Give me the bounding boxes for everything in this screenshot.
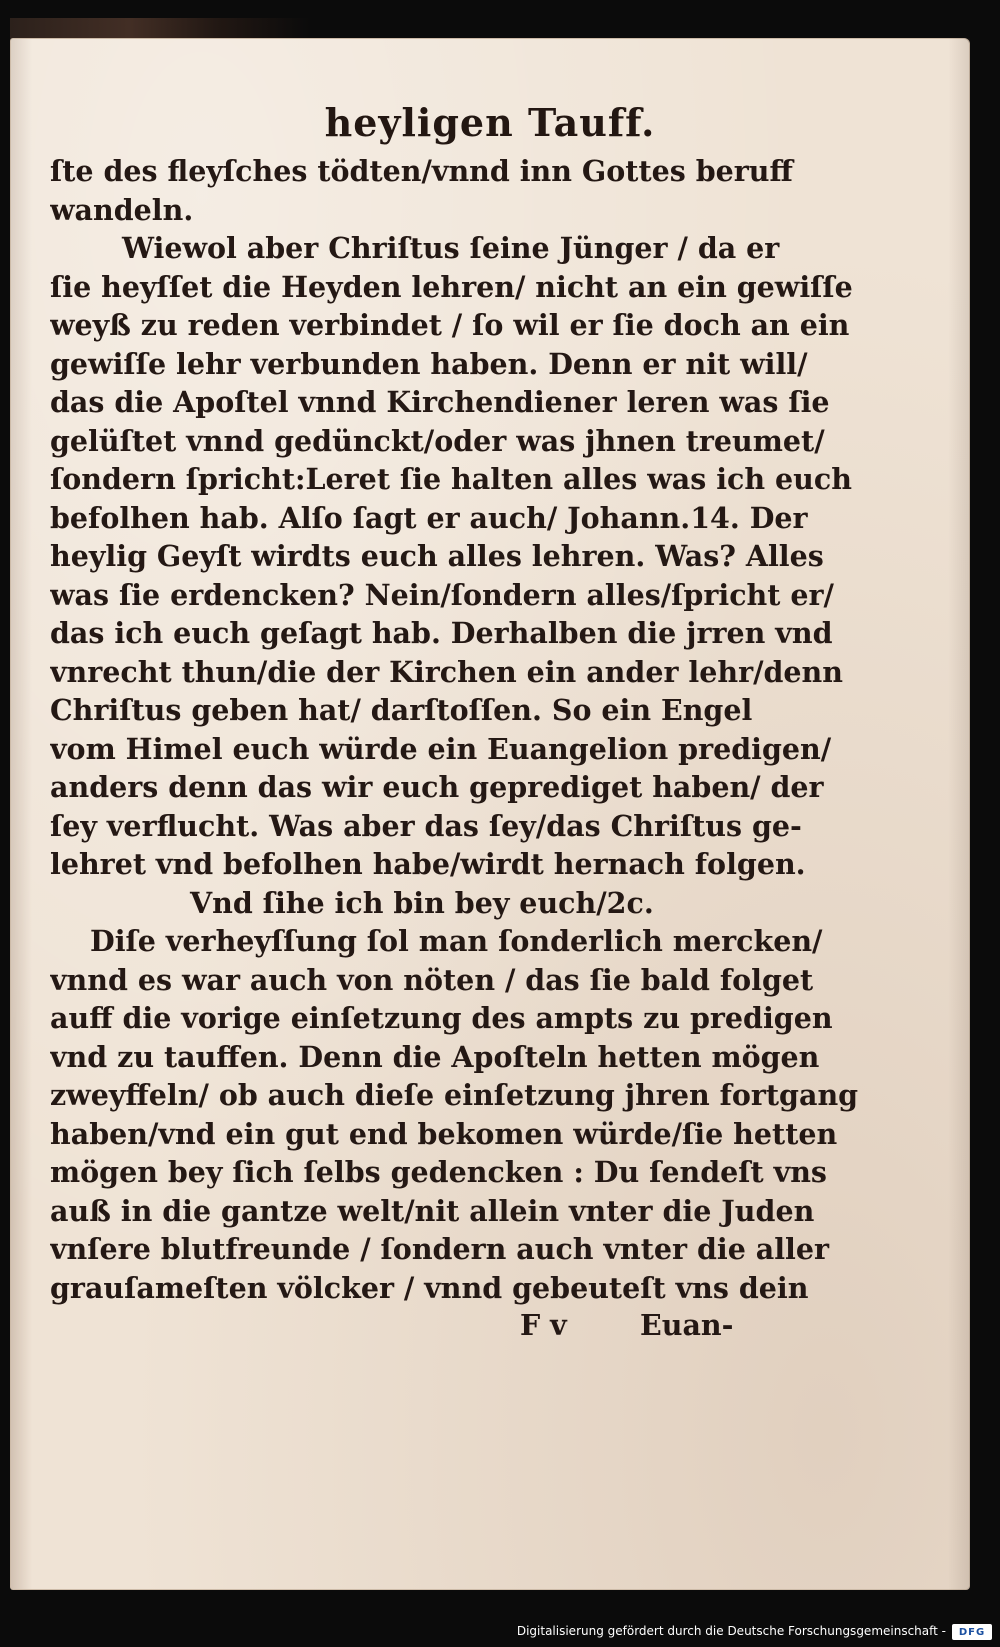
text-line: vom Himel euch würde ein Euangelion predigen/: [50, 731, 832, 766]
text-line: gewiſſe lehr verbunden haben. Denn er nit will/: [50, 346, 808, 381]
text-line: Diſe verheyſſung ſol man ſonderlich mercken/: [90, 924, 823, 958]
dfg-logo-icon: DFG: [952, 1624, 992, 1640]
page-edge-shadow: [948, 38, 970, 1590]
text-line: ſondern ſpricht:Leret ſie halten alles was ich euch: [50, 462, 852, 496]
text-line: gelüſtet vnnd gedünckt/oder was jhnen treumet/: [50, 423, 825, 458]
signature-mark: F v: [520, 1308, 567, 1342]
text-line: mögen bey ſich ſelbs gedencken : Du ſendeſt vns: [50, 1155, 827, 1189]
signature-line: [520, 1308, 880, 1342]
text-line: zweyffeln/ ob auch dieſe einſetzung jhren fortgang: [50, 1078, 859, 1112]
text-line: ſte des fleyſches tödten/vnnd inn Gottes beruff: [50, 154, 793, 188]
footer-bar: [0, 1615, 1000, 1647]
body-text: [50, 152, 930, 1307]
text-line: das die Apoſtel vnnd Kirchendiener leren was ſie: [50, 385, 830, 419]
text-line: Wiewol aber Chriſtus ſeine Jünger / da er: [122, 231, 780, 265]
text-line: heylig Geyſt wirdts euch alles lehren. Was? Alles: [50, 539, 824, 573]
text-line: haben/vnd ein gut end bekomen würde/ſie hetten: [50, 1116, 838, 1151]
text-line: Chriſtus geben hat/ darſtoſſen. So ein Engel: [50, 693, 753, 727]
book-page: [10, 38, 970, 1590]
text-line: weyß zu reden verbindet / ſo wil er ſie doch an ein: [50, 308, 850, 342]
text-line: befolhen hab. Alſo ſagt er auch/ Johann.14. Der: [50, 500, 808, 535]
catchword: Euan-: [640, 1308, 734, 1342]
text-line: ſey verflucht. Was aber das ſey/das Chriſtus ge-: [50, 808, 802, 843]
funding-credit: Digitalisierung gefördert durch die Deutsche Forschungsgemeinschaft -: [516, 1624, 946, 1638]
text-line: was ſie erdencken? Nein/ſondern alles/ſpricht er/: [50, 577, 834, 612]
text-line: grauſameſten völcker / vnnd gebeuteſt vns dein: [50, 1270, 809, 1305]
text-line: ſie heyſſet die Heyden lehren/ nicht an ein gewiſſe: [50, 269, 853, 304]
running-head: heyligen Tauff.: [324, 100, 656, 145]
text-line: wandeln.: [50, 192, 194, 227]
text-line: Vnd ſihe ich bin bey euch/2c.: [190, 885, 654, 920]
text-line: vnnd es war auch von nöten / das ſie bald folget: [50, 962, 814, 997]
text-line: vnrecht thun/die der Kirchen ein ander lehr/denn: [50, 654, 843, 689]
text-line: anders denn das wir euch geprediget haben/ der: [50, 770, 824, 804]
text-line: auß in die gantze welt/nit allein vnter die Juden: [50, 1193, 815, 1228]
text-line: das ich euch geſagt hab. Derhalben die jrren vnd: [50, 616, 833, 650]
text-line: vnd zu tauffen. Denn die Apoſteln hetten mögen: [50, 1039, 820, 1074]
text-line: auff die vorige einſetzung des ampts zu predigen: [50, 1001, 833, 1035]
text-line: vnſere blutfreunde / ſondern auch vnter die aller: [50, 1232, 830, 1266]
text-line: lehret vnd befolhen habe/wirdt hernach folgen.: [50, 847, 806, 881]
